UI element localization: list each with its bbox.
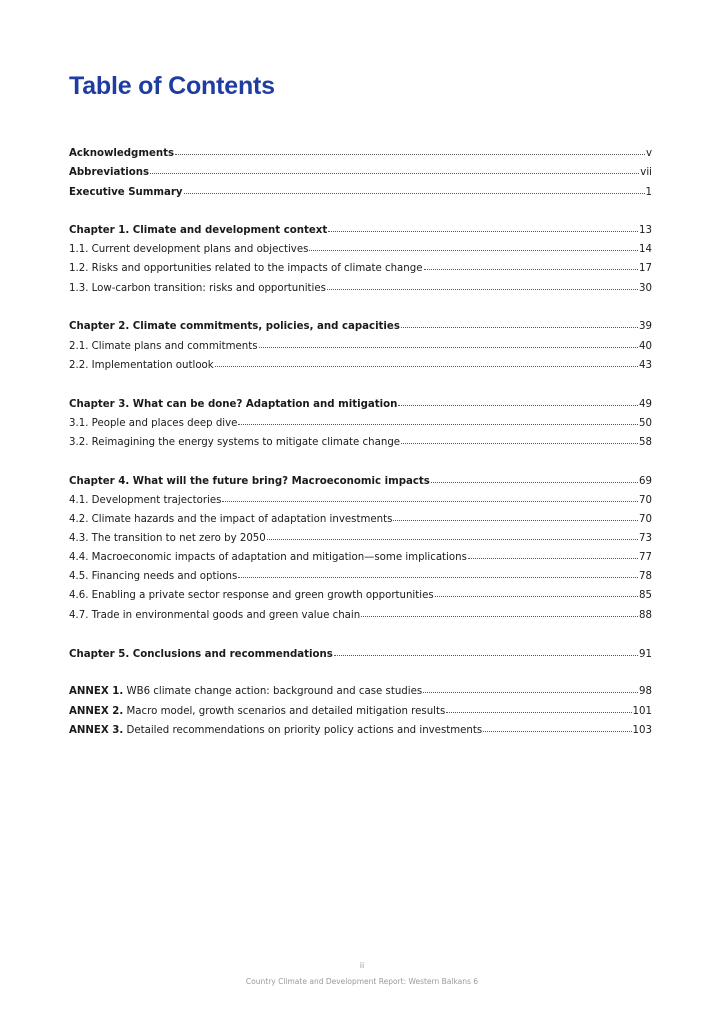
toc-entry-page: 73 [639, 533, 652, 544]
toc-entry-section-1-3[interactable] [69, 281, 652, 297]
dot-leader [334, 647, 638, 656]
dot-leader [184, 185, 645, 194]
toc-entry-chapter-4[interactable] [69, 474, 652, 490]
toc-entry-label: 2.2. Implementation outlook [69, 360, 214, 371]
annex-title: Macro model, growth scenarios and detailed mitigation results [123, 706, 446, 717]
toc-entry-page: v [645, 148, 652, 159]
toc-entry-label: Chapter 5. Conclusions and recommendations [69, 649, 333, 660]
toc-entry-section-3-1[interactable] [69, 416, 652, 432]
toc-entry-section-4-2[interactable] [69, 512, 652, 528]
toc-entry-label: 4.3. The transition to net zero by 2050 [69, 533, 266, 544]
dot-leader [401, 319, 638, 328]
dot-leader [361, 608, 638, 617]
toc-entry-label: 4.7. Trade in environmental goods and green value chain [69, 610, 361, 621]
annex-number: ANNEX 2. [69, 706, 124, 717]
toc-entry-section-2-1[interactable] [69, 339, 652, 355]
toc-entry-page: 39 [639, 321, 652, 332]
dot-leader [238, 416, 638, 425]
toc-entry-label: 1.2. Risks and opportunities related to the impacts of climate change [69, 263, 423, 274]
toc-entry-section-1-1[interactable] [69, 242, 652, 258]
dot-leader [259, 339, 639, 348]
toc-entry-page: 14 [639, 244, 652, 255]
dot-leader [483, 723, 631, 732]
toc-entry-section-4-5[interactable] [69, 569, 652, 585]
dot-leader [393, 512, 638, 521]
toc-entry-page: 70 [639, 514, 652, 525]
dot-leader [401, 435, 638, 444]
toc-entry-chapter-5[interactable] [69, 647, 652, 663]
toc-entry-section-4-6[interactable] [69, 588, 652, 604]
toc-entry-label: 4.1. Development trajectories [69, 495, 222, 506]
toc-entry-annex-3[interactable] [69, 723, 652, 739]
toc-entry-label: Acknowledgments [69, 148, 175, 159]
dot-leader [222, 493, 638, 502]
toc-entry-page: 30 [639, 283, 652, 294]
dot-leader [175, 146, 645, 155]
toc-entry-chapter-1[interactable] [69, 223, 652, 239]
toc-entry-label [69, 704, 445, 720]
toc-entry-section-3-2[interactable] [69, 435, 652, 451]
annex-title: Detailed recommendations on priority policy actions and investments [123, 725, 483, 736]
toc-entry-page: vii [640, 167, 652, 178]
toc-entry-label: 3.1. People and places deep dive [69, 418, 238, 429]
toc-entry-annex-2[interactable] [69, 704, 652, 720]
toc-entry-label: 1.1. Current development plans and objectives [69, 244, 309, 255]
toc-entry-section-4-3[interactable] [69, 531, 652, 547]
toc-entry-page: 50 [639, 418, 652, 429]
dot-leader [309, 242, 638, 251]
dot-leader [423, 684, 638, 693]
toc-entry-page: 49 [639, 399, 652, 410]
dot-leader [267, 531, 638, 540]
toc-entry-page: 17 [639, 263, 652, 274]
toc-entry-label: Abbreviations [69, 167, 150, 178]
page-title: Table of Contents [69, 72, 275, 100]
annex-number: ANNEX 3. [69, 725, 124, 736]
footer-report-title: Country Climate and Development Report: Western Balkans 6 [245, 977, 479, 986]
dot-leader [398, 397, 638, 406]
toc-entry-page: 77 [639, 552, 652, 563]
dot-leader [446, 704, 631, 713]
toc-entry-page: 13 [639, 225, 652, 236]
toc-entry-label: Chapter 3. What can be done? Adaptation and mitigation [69, 399, 398, 410]
toc-entry-page: 58 [639, 437, 652, 448]
toc-entry-label [69, 723, 482, 739]
toc-entry-page: 40 [639, 341, 652, 352]
toc-entry-label: 3.2. Reimagining the energy systems to mitigate climate change [69, 437, 401, 448]
dot-leader [328, 223, 638, 232]
toc-entry-label [69, 684, 422, 700]
toc-entry-label: 4.2. Climate hazards and the impact of adaptation investments [69, 514, 393, 525]
toc-entry-label: Chapter 1. Climate and development context [69, 225, 328, 236]
toc-entry-label: 1.3. Low-carbon transition: risks and opportunities [69, 283, 326, 294]
toc-entry-page: 98 [639, 686, 652, 697]
annex-number: ANNEX 1. [69, 686, 124, 697]
toc-entry-abbreviations[interactable] [69, 165, 652, 181]
toc-entry-label: 2.1. Climate plans and commitments [69, 341, 258, 352]
toc-entry-chapter-3[interactable] [69, 397, 652, 413]
toc-entry-label: Chapter 4. What will the future bring? Macroeconomic impacts [69, 476, 430, 487]
toc-entry-label: Chapter 2. Climate commitments, policies, and capacities [69, 321, 400, 332]
toc-entry-label: 4.6. Enabling a private sector response and green growth opportunities [69, 590, 434, 601]
toc-entry-section-1-2[interactable] [69, 261, 652, 277]
toc-entry-page: 103 [632, 725, 652, 736]
toc-entry-page: 78 [639, 571, 652, 582]
toc-entry-section-4-4[interactable] [69, 550, 652, 566]
toc-entry-page: 91 [639, 649, 652, 660]
dot-leader [238, 569, 638, 578]
toc-entry-page: 101 [632, 706, 652, 717]
toc-entry-section-4-7[interactable] [69, 608, 652, 624]
dot-leader [327, 281, 638, 290]
toc-entry-executive-summary[interactable] [69, 185, 652, 201]
dot-leader [431, 474, 638, 483]
toc-entry-section-4-1[interactable] [69, 493, 652, 509]
dot-leader [435, 588, 638, 597]
toc-entry-page: 43 [639, 360, 652, 371]
toc-entry-annex-1[interactable] [69, 684, 652, 700]
annex-title: WB6 climate change action: background and case studies [123, 686, 423, 697]
toc-entry-label: 4.5. Financing needs and options [69, 571, 238, 582]
toc-entry-page: 69 [639, 476, 652, 487]
dot-leader [215, 358, 638, 367]
dot-leader [150, 165, 639, 174]
toc-entry-section-2-2[interactable] [69, 358, 652, 374]
toc-entry-acknowledgments[interactable] [69, 146, 652, 162]
toc-entry-page: 85 [639, 590, 652, 601]
dot-leader [468, 550, 638, 559]
toc-entry-page: 70 [639, 495, 652, 506]
page-number: ii [359, 961, 365, 970]
toc-entry-page: 1 [645, 187, 652, 198]
toc-entry-chapter-2[interactable] [69, 319, 652, 335]
toc-entry-label: 4.4. Macroeconomic impacts of adaptation and mitigation—some implications [69, 552, 467, 563]
toc-entry-page: 88 [639, 610, 652, 621]
toc-entry-label: Executive Summary [69, 187, 183, 198]
dot-leader [424, 261, 639, 270]
